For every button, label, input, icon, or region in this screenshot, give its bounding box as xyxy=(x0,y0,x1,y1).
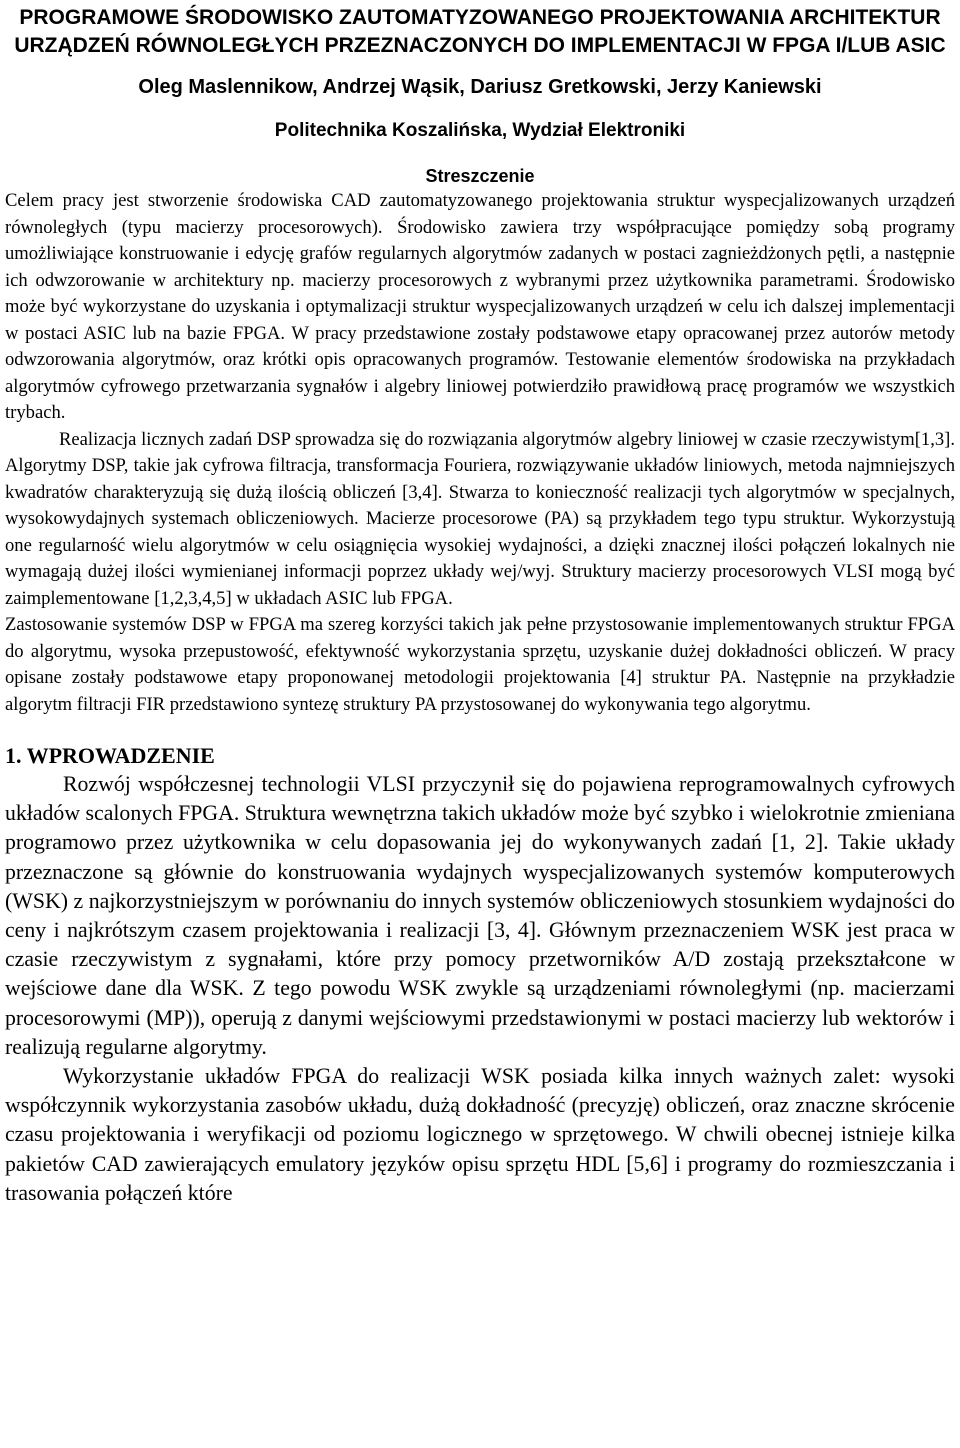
paper-title: PROGRAMOWE ŚRODOWISKO ZAUTOMATYZOWANEGO PROJEKTOWANIA ARCHITEKTUR URZĄDZEŃ RÓWNOLEGŁYCH PRZEZNACZONYCH DO IMPLEMENTACJI W FPGA I/LUB ASIC xyxy=(14,6,946,57)
section-body-introduction xyxy=(5,770,955,1208)
body-paragraph: Rozwój współczesnej technologii VLSI przyczynił się do pojawiena reprogramowalnych cyfrowych układów scalonych FPGA. Struktura wewnętrzna takich układów może być szybko i wielokrotnie zmieniana programowo przez użytkownika w celu dopasowania jej do wykonywanych zadań [1, 2]. Takie układy przeznaczone są głównie do konstruowania wydajnych wyspecjalizowanych systemów komputerowych (WSK) z najkorzystniejszym w porównaniu do innych systemów obliczeniowych stosunkiem wydajności do ceny i najkrótszym czasem projektowania i realizacji [3, 4]. Głównym przeznaczeniem WSK jest praca w czasie rzeczywistym z sygnałami, które przy pomocy przetworników A/D zostają przekształcone w wejściowe dane dla WSK. Z tego powodu WSK zwykle są urządzeniami równoległymi (np. macierzami procesorowymi (MP)), operują z danymi wejściowymi przedstawionymi w postaci macierzy lub wektorów i realizują regularne algorytmy. xyxy=(5,772,955,1059)
abstract-paragraph: Zastosowanie systemów DSP w FPGA ma szereg korzyści takich jak pełne przystosowanie implementowanych struktur FPGA do algorytmu, wysoka przepustowość, efektywność wykorzystania sprzętu, uzyskanie dużej dokładności obliczeń. W pracy opisane zostały podstawowe etapy proponowanej metodologii projektowania [4] struktur PA. Następnie na przykładzie algorytm filtracji FIR przedstawiono syntezę struktury PA przystosowanej do wykonywania tego algorytmu. xyxy=(5,614,955,715)
affiliation-line: Politechnika Koszalińska, Wydział Elektroniki xyxy=(274,120,686,141)
document-page xyxy=(0,4,960,1208)
abstract-heading: Streszczenie xyxy=(425,166,535,186)
abstract-paragraph: Celem pracy jest stworzenie środowiska CAD zautomatyzowanego projektowania struktur wyspecjalizowanych urządzeń równoległych (typu macierzy procesorowych). Środowisko zawiera trzy współpracujące pomiędzy sobą programy umożliwiające konstruowanie i edycję grafów regularnych algorytmów zadanych w postaci zagnieżdżonych pętli, a następnie ich odwzorowanie w architektury np. macierzy procesorowych z wybranymi przez użytkownika parametrami. Środowisko może być wykorzystane do uzyskania i optymalizacji struktur wyspecjalizowanych urządzeń w celu ich dalszej implementacji w postaci ASIC lub na bazie FPGA. W pracy przedstawione zostały podstawowe etapy opracowanej przez autorów metody odwzorowania algorytmów, oraz krótki opis opracowanych programów. Testowanie elementów środowiska na przykładach algorytmów cyfrowego przetwarzania sygnałów i algebry liniowej potwierdziło prawidłową pracę programów we wszystkich trybach. xyxy=(5,190,955,423)
body-paragraph: Wykorzystanie układów FPGA do realizacji WSK posiada kilka innych ważnych zalet: wysoki współczynnik wykorzystania zasobów układu, dużą dokładność (precyzję) obliczeń, oraz znaczne skrócenie czasu projektowania i weryfikacji od poziomu logicznego w sprzętowego. W chwili obecnej istnieje kilka pakietów CAD zawierających emulatory języków opisu sprzętu HDL [5,6] i programy do rozmieszczania i trasowania połączeń które xyxy=(5,1064,955,1205)
section-heading-introduction: 1. WPROWADZENIE xyxy=(5,743,215,768)
authors-line: Oleg Maslennikow, Andrzej Wąsik, Dariusz Gretkowski, Jerzy Kaniewski xyxy=(138,76,822,98)
abstract-body xyxy=(5,188,955,718)
abstract-paragraph: Realizacja licznych zadań DSP sprowadza się do rozwiązania algorytmów algebry liniowej w czasie rzeczywistym[1,3]. Algorytmy DSP, takie jak cyfrowa filtracja, transformacja Fouriera, rozwiązywanie układów liniowych, metoda najmniejszych kwadratów charakteryzują się dużą ilością obliczeń [3,4]. Stwarza to konieczność realizacji tych algorytmów w specjalnych, wysokowydajnych systemach obliczeniowych. Macierze procesorowe (PA) są przykładem tego typu struktur. Wykorzystują one regularność wielu algorytmów w celu osiągnięcia wysokiej wydajności, a dzięki znacznej ilości połączeń lokalnych nie wymagają dużej ilości wymienianej informacji poprzez układy wej/wyj. Struktury macierzy procesorowych VLSI mogą być zaimplementowane [1,2,3,4,5] w układach ASIC lub FPGA. xyxy=(5,428,955,609)
